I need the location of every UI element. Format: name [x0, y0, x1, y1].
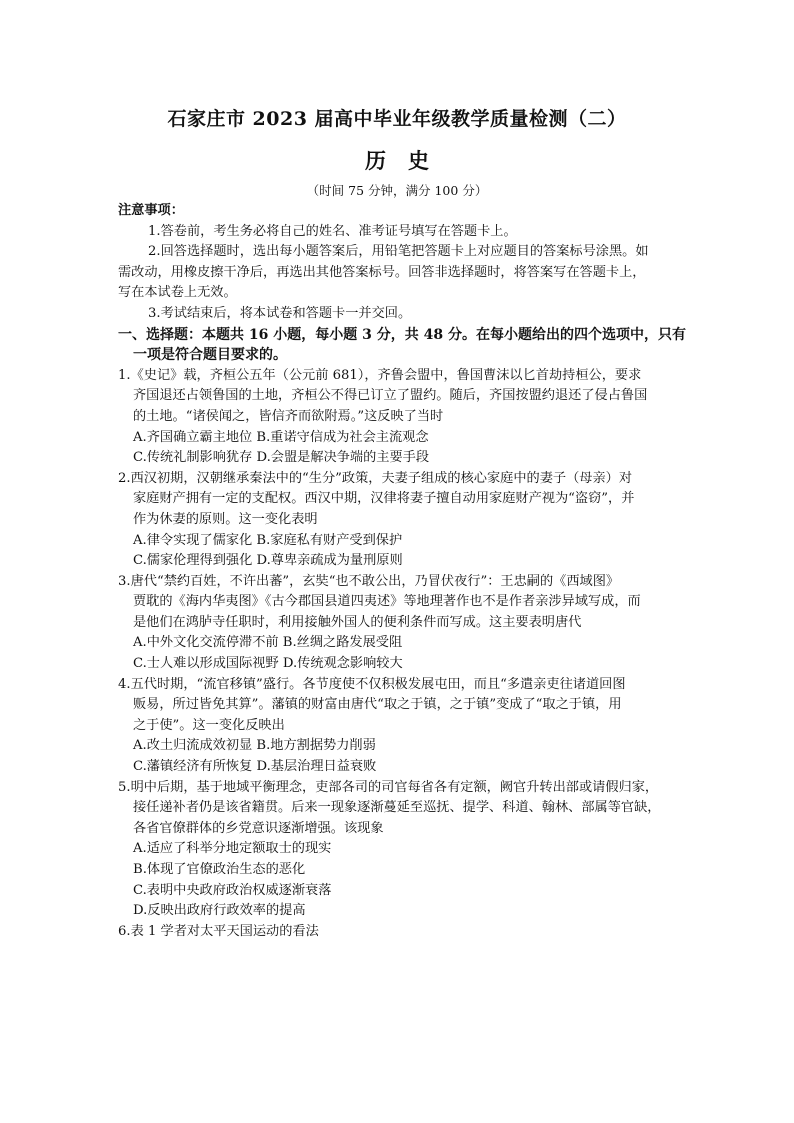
question-4 — [118, 675, 680, 778]
question-option: A.中外文化交流停滞不前 B.丝绸之路发展受阻 — [133, 635, 403, 651]
question-option: A.改土归流成效初显 B.地方割据势力削弱 — [133, 738, 376, 754]
question-5 — [118, 778, 680, 922]
notice-heading: 注意事项： — [118, 203, 184, 218]
question-option: C.表明中央政府政治权威逐渐衰落 — [133, 882, 332, 898]
exam-body — [118, 201, 686, 942]
subject-title: 历史 — [365, 148, 451, 173]
question-text: 贩易，所过皆免其算”。藩镇的财富由唐代“取之于镇，之于镇”变成了“取之于镇，用 — [133, 697, 622, 713]
question-text: 作为休妻的原则。这一变化表明 — [133, 511, 318, 527]
question-text: 接任递补者仍是该省籍贯。后来一现象逐渐蔓延至巡抚、提学、科道、翰林、部属等官缺， — [133, 800, 661, 816]
section-heading-cont: 一项是符合题目要求的。 — [133, 347, 287, 364]
question-option: C.士人难以形成国际视野 D.传统观念影响较大 — [133, 656, 403, 672]
question-text: 5.明中后期，基于地域平衡理念，吏部各司的司官每省各有定额，阙官升转出部或请假归家， — [118, 779, 659, 795]
notice-item: 需改动，用橡皮擦干净后，再选出其他答案标号。回答非选择题时，将答案写在答题卡上， — [118, 264, 646, 280]
question-option: C.传统礼制影响犹存 D.会盟是解决争端的主要手段 — [133, 450, 430, 466]
question-1 — [118, 366, 680, 469]
notice-item: 3.考试结束后，将本试卷和答题卡一并交回。 — [148, 305, 412, 321]
question-text: 家庭财产拥有一定的支配权。西汉中期，汉律将妻子擅自动用家庭财产视为“盗窃”，并 — [133, 491, 635, 507]
question-text: 是他们在鸿胪寺任职时，利用接触外国人的便利条件而写成。这主要表明唐代 — [133, 614, 582, 630]
question-text: 各省官僚群体的乡党意识逐渐增强。该现象 — [133, 820, 384, 836]
question-option: C.藩镇经济有所恢复 D.基层治理日益衰败 — [133, 759, 377, 775]
question-text: 之于使”。这一变化反映出 — [133, 717, 285, 733]
question-option: D.反映出政府行政效率的提高 — [133, 903, 306, 919]
section-heading: 一、选择题：本题共 16 小题，每小题 3 分，共 48 分。在每小题给出的四个选项中，只有 — [118, 326, 686, 343]
question-option: A.律令实现了儒家化 B.家庭私有财产受到保护 — [133, 532, 403, 548]
question-text: 4.五代时期，“流官移镇”盛行。各节度使不仅积极发展屯田，而且“多遣亲吏往诸道回图 — [118, 676, 626, 692]
question-text: 3.唐代“禁约百姓，不许出蕃”，玄奘“也不敢公出，乃冒伏夜行”：王忠嗣的《西域图》 — [118, 573, 620, 589]
question-text: 的土地。“诸侯闻之，皆信齐而欲附焉。”这反映了当时 — [133, 408, 444, 424]
question-text: 2.西汉初期，汉朝继承秦法中的“生分”政策，夫妻子组成的核心家庭中的妻子（母亲）对 — [118, 470, 632, 486]
question-3 — [118, 572, 680, 675]
question-text: 齐国退还占领鲁国的土地，齐桓公不得已订立了盟约。随后，齐国按盟约退还了侵占鲁国 — [133, 388, 648, 404]
question-text: 6.表 1 学者对太平天国运动的看法 — [118, 923, 319, 939]
exam-title: 石家庄市 2023 届高中毕业年级教学质量检测（二） — [167, 108, 627, 130]
question-option: A.适应了科举分地定额取士的现实 — [133, 841, 332, 857]
notice-item: 2.回答选择题时，选出每小题答案后，用铅笔把答题卡上对应题目的答案标号涂黑。如 — [148, 244, 649, 260]
time-info: （时间 75 分钟，满分 100 分） — [306, 183, 488, 198]
question-text: 1.《史记》载，齐桓公五年（公元前 681），齐鲁会盟中，鲁国曹沫以匕首劫持桓公，要求 — [118, 367, 642, 383]
notice-item: 写在本试卷上无效。 — [118, 285, 237, 301]
question-2 — [118, 469, 680, 572]
question-option: B.体现了官僚政治生态的恶化 — [133, 862, 306, 877]
notice-item: 1.答卷前，考生务必将自己的姓名、准考证号填写在答题卡上。 — [148, 223, 517, 239]
question-option: C.儒家伦理得到强化 D.尊卑亲疏成为量刑原则 — [133, 553, 403, 569]
question-option: A.齐国确立霸主地位 B.重诺守信成为社会主流观念 — [133, 429, 429, 445]
question-6 — [118, 922, 680, 943]
question-text: 贾耽的《海内华夷图》《古今郡国县道四夷述》等地理著作也不是作者亲涉异域写成，而 — [133, 594, 641, 610]
